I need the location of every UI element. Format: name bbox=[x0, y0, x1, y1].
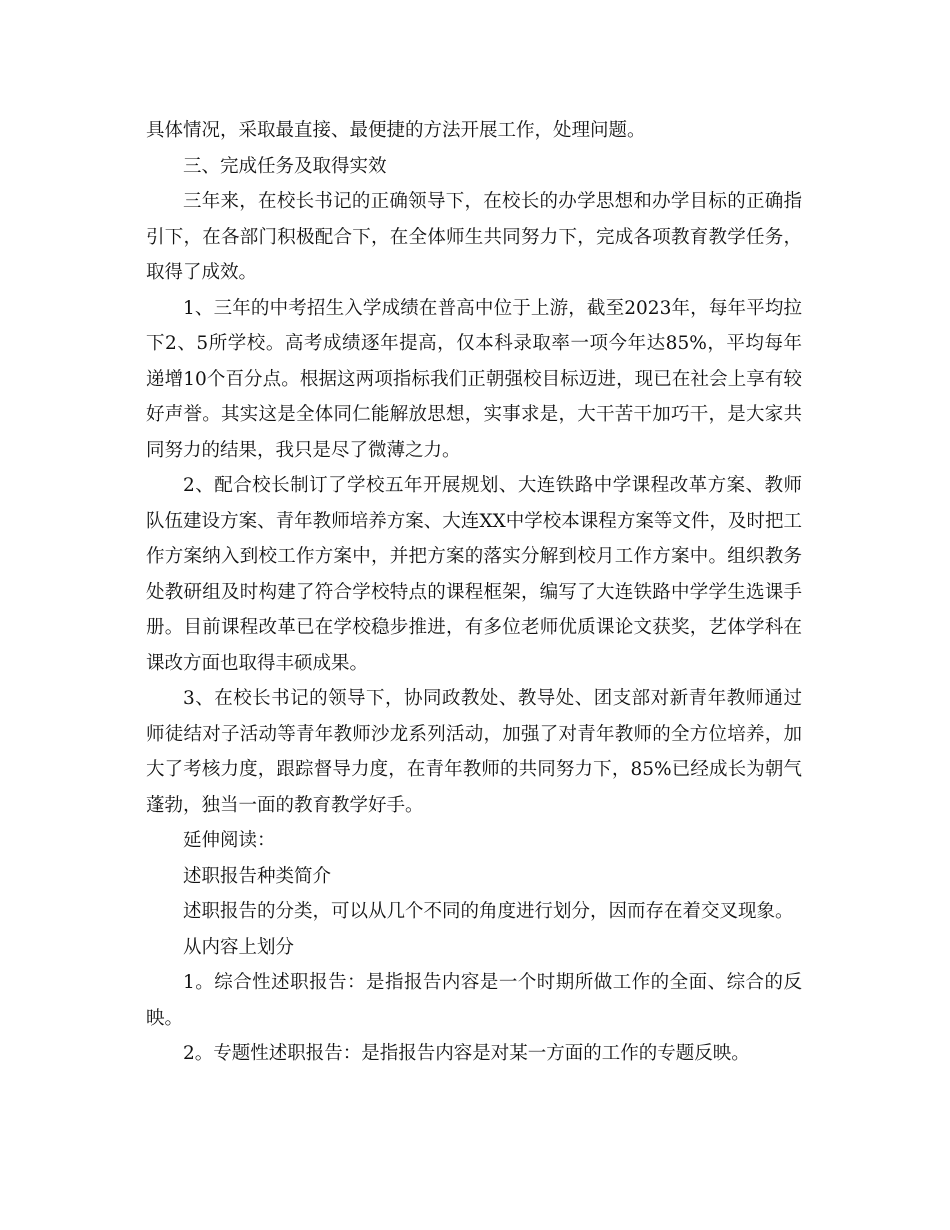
report-type-special: 2。专题性述职报告：是指报告内容是对某一方面的工作的专题反映。 bbox=[183, 1043, 750, 1064]
report-types-intro: 述职报告的分类，可以从几个不同的角度进行划分，因而存在着交叉现象。 bbox=[183, 901, 794, 922]
paragraph-continuation: 具体情况，采取最直接、最便捷的方法开展工作，处理问题。 bbox=[146, 120, 646, 141]
section-heading-results: 三、完成任务及取得实效 bbox=[183, 155, 387, 177]
extended-reading-label: 延伸阅读： bbox=[183, 830, 276, 851]
paragraph-item-3: 3、在校长书记的领导下，协同政教处、教导处、团支部对新青年教师通过师徒结对子活动等青年教师沙龙系列活动，加强了对青年教师的全方位培养，加大了考核力度，跟踪督导力度，在青年教师的共同努力下，85%已经成长为朝气蓬勃，独当一面的教育教学好手。 bbox=[146, 688, 802, 816]
paragraph-item-1: 1、三年的中考招生入学成绩在普高中位于上游，截至2023年，每年平均拉下2、5所学校。高考成绩逐年提高，仅本科录取率一项今年达85%，平均每年递增10个百分点。根据这两项指标我们正朝强校目标迈进，现已在社会上享有较好声誉。其实这是全体同仁能解放思想，实事求是，大干苦干加巧干，是大家共同努力的结果，我只是尽了微薄之力。 bbox=[146, 297, 802, 461]
content-division-heading: 从内容上划分 bbox=[183, 936, 295, 958]
report-type-comprehensive: 1。综合性述职报告：是指报告内容是一个时期所做工作的全面、综合的反映。 bbox=[146, 972, 802, 1029]
paragraph-item-2: 2、配合校长制订了学校五年开展规划、大连铁路中学课程改革方案、教师队伍建设方案、青年教师培养方案、大连XX中学校本课程方案等文件，及时把工作方案纳入到校工作方案中，并把方案的落实分解到校月工作方案中。组织教务处教研组及时构建了符合学校特点的课程框架，编写了大连铁路中学学生选课手册。目前课程改革已在学校稳步推进，有多位老师优质课论文获奖，艺体学科在课改方面也取得丰硕成果。 bbox=[146, 475, 802, 674]
paragraph-intro: 三年来，在校长书记的正确领导下，在校长的办学思想和办学目标的正确指引下，在各部门积极配合下，在全体师生共同努力下，完成各项教育教学任务，取得了成效。 bbox=[146, 191, 802, 283]
report-types-heading: 述职报告种类简介 bbox=[183, 865, 332, 887]
